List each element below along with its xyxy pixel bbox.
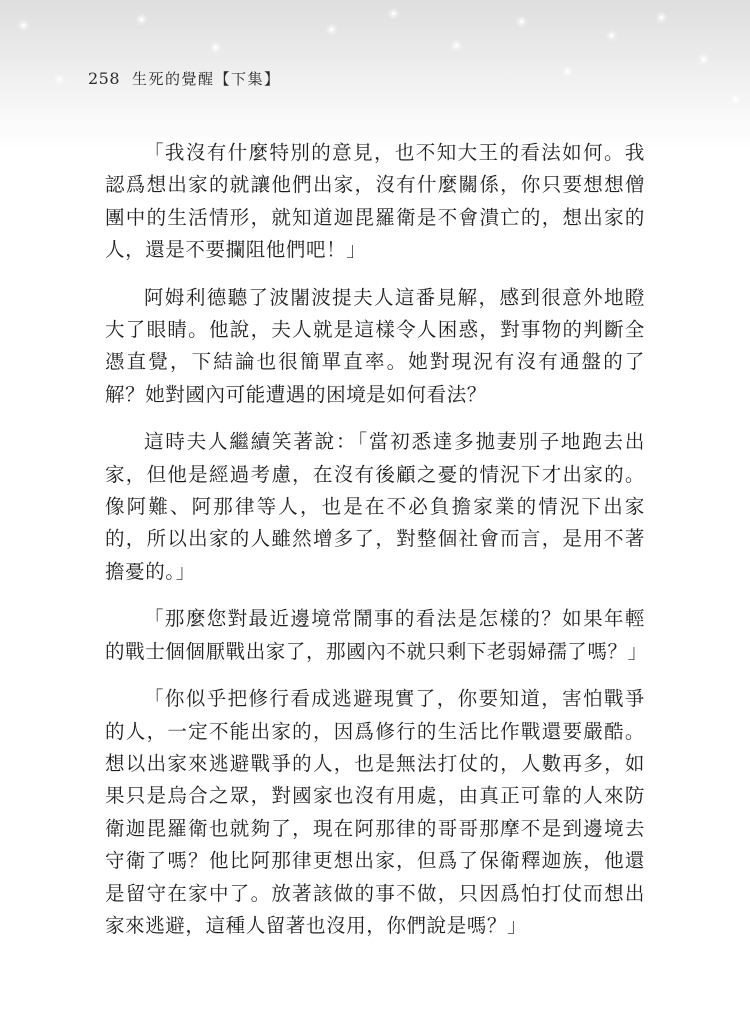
page-header (88, 66, 281, 90)
paragraph: 阿姆利德聽了波闍波提夫人這番見解，感到很意外地瞪大了眼睛。他說，夫人就是這樣令人困惑，對事物的判斷全憑直覺，下結論也很簡單直率。她對現況有沒有通盤的了解？她對國內可能遭遇的困境是如何看法？ (105, 285, 645, 406)
paragraph: 這時夫人繼續笑著說：「當初悉達多拋妻別子地跑去出家，但他是經過考慮，在沒有後顧之憂的情況下才出家的。像阿難、阿那律等人，也是在不必負擔家業的情況下出家的，所以出家的人雖然增多了，對整個社會而言，是用不著擔憂的。」 (105, 430, 645, 583)
sparkle-icon (140, 18, 143, 21)
paragraph: 「你似乎把修行看成逃避現實了，你要知道，害怕戰爭的人，一定不能出家的，因爲修行的生活比作戰還要嚴酷。想以出家來逃避戰爭的人，也是無法打仗的，人數再多，如果只是烏合之眾，對國家也沒有用處，由真正可靠的人來防衛迦毘羅衛也就夠了，現在阿那律的哥哥那摩不是到邊境去守衛了嗎？他比阿那律更想出家，但爲了保衛釋迦族，他還是留守在家中了。放著該做的事不做，只因爲怕打仗而想出家來逃避，這種人留著也沒用，你們說是嗎？」 (105, 687, 645, 937)
paragraph: 「我沒有什麼特別的意見，也不知大王的看法如何。我認爲想出家的就讓他們出家，沒有什麼關係，你只要想想僧團中的生活情形，就知道迦毘羅衛是不會潰亡的，想出家的人，還是不要攔阻他們吧！」 (105, 141, 645, 262)
sparkle-icon (520, 20, 523, 23)
sparkle-icon (392, 12, 395, 15)
sparkle-icon (566, 70, 569, 73)
sparkle-icon (455, 44, 458, 47)
sparkle-icon (660, 16, 663, 19)
sparkle-icon (702, 58, 705, 61)
sparkle-icon (330, 28, 333, 31)
paragraph: 「那麼您對最近邊境常鬧事的看法是怎樣的？如果年輕的戰士個個厭戰出家了，那國內不就只剩下老弱婦孺了嗎？」 (105, 607, 648, 663)
page-number: 258 (88, 68, 121, 88)
book-title: 生死的覺醒【下集】 (132, 69, 281, 88)
sparkle-icon (58, 78, 61, 81)
page-body (105, 137, 648, 957)
sparkle-icon (734, 98, 737, 101)
sparkle-icon (610, 34, 613, 37)
sparkle-icon (214, 46, 217, 49)
sparkle-icon (22, 24, 25, 27)
